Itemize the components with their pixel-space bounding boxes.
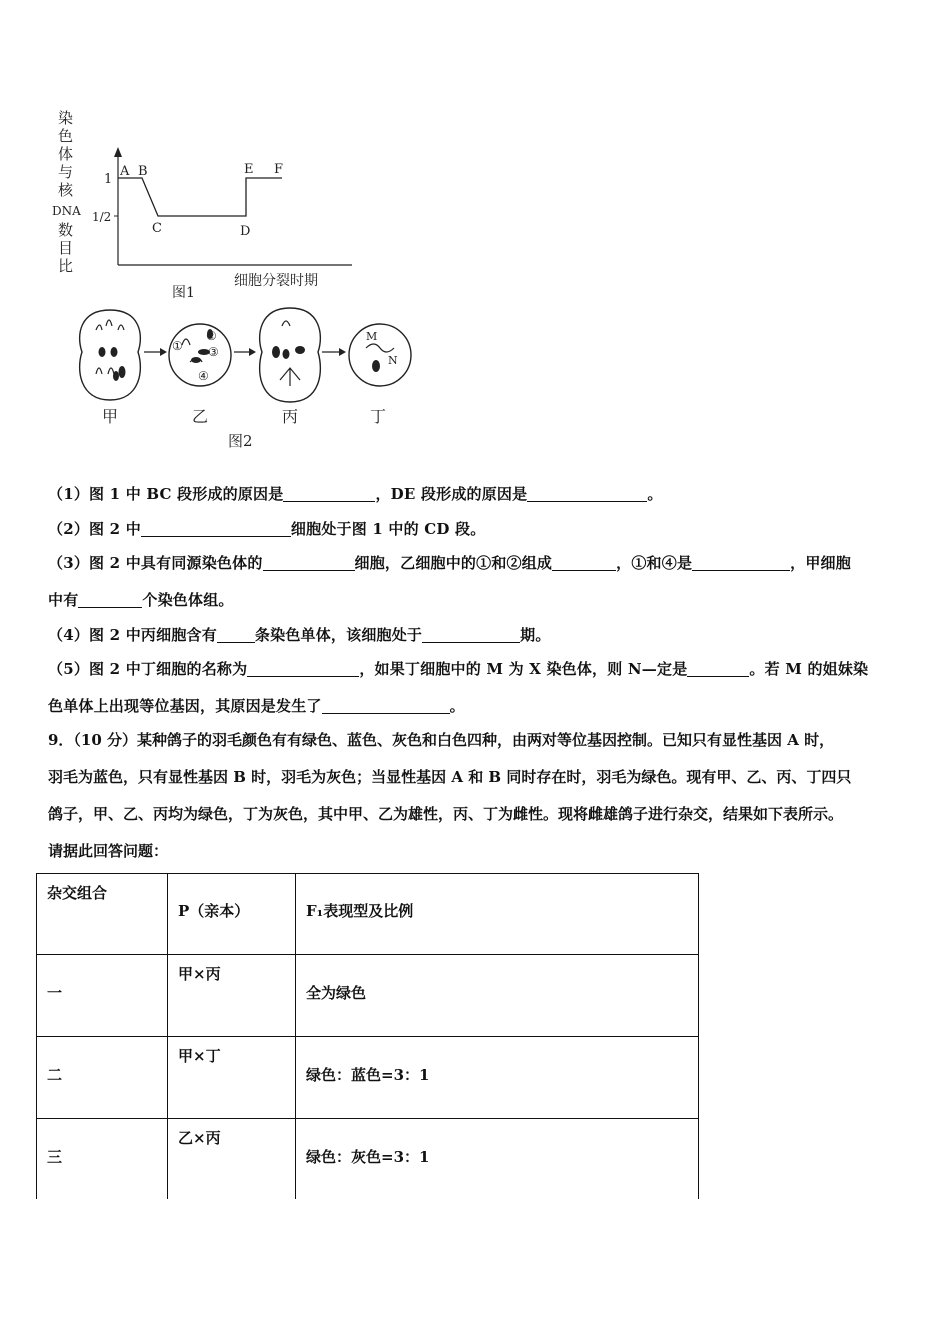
group-text: 一 <box>47 984 63 1002</box>
marker-3: ③ <box>208 345 219 359</box>
question-text: 。 <box>449 697 465 715</box>
group-cell <box>37 1119 168 1200</box>
parents-text: 甲×丁 <box>178 1047 221 1065</box>
question-text: 中有 <box>48 591 79 609</box>
header-parents: P（亲本） <box>178 902 250 920</box>
cell-jia <box>80 310 141 400</box>
result-cell <box>296 1037 699 1119</box>
y-label-char: 染 <box>58 109 74 127</box>
cell-ding <box>349 324 411 386</box>
group-cell <box>37 1037 168 1119</box>
cross-results-table <box>36 873 699 1199</box>
y-label-char: 目 <box>58 239 74 257</box>
result-cell <box>296 955 699 1037</box>
parents-text: 甲×丙 <box>178 965 221 983</box>
question-text: 期。 <box>520 626 551 644</box>
question-text: （5）图 2 中丁细胞的名称为 <box>48 660 248 678</box>
point-label-e: E <box>244 162 254 177</box>
answer-blank[interactable] <box>552 554 616 571</box>
header-cell <box>37 874 168 955</box>
question-text: ，①和④是 <box>616 554 693 572</box>
question-text: ，如果丁细胞中的 M 为 X 染色体，则 N—定是 <box>359 660 688 678</box>
header-group: 杂交组合 <box>47 884 108 902</box>
label-bing: 丙 <box>282 407 299 426</box>
answer-blank[interactable] <box>322 697 450 714</box>
question-text: （1）图 1 中 BC 段形成的原因是 <box>48 485 284 503</box>
question-text: （4）图 2 中丙细胞含有 <box>48 626 217 644</box>
problem-9-line-4: 请据此回答问题： <box>48 842 169 860</box>
group-cell <box>37 955 168 1037</box>
y-axis-arrow <box>114 147 122 157</box>
table-row <box>37 955 699 1037</box>
question-text: 个染色体组。 <box>142 591 234 609</box>
ratio-curve <box>118 178 282 216</box>
table-header-row <box>37 874 699 955</box>
question-text: 。 <box>647 485 663 503</box>
group-text: 三 <box>47 1148 63 1166</box>
label-ding: 丁 <box>370 407 387 426</box>
point-label-a: A <box>120 164 130 179</box>
answer-blank[interactable] <box>263 554 355 571</box>
answer-blank[interactable] <box>217 626 255 643</box>
y-tick-1: 1 <box>104 172 113 187</box>
parents-cell <box>168 1119 296 1200</box>
question-text: 细胞，乙细胞中的①和②组成 <box>354 554 553 572</box>
y-label-char: 色 <box>58 127 74 145</box>
question-text: 细胞处于图 1 中的 CD 段。 <box>290 520 486 538</box>
answer-blank[interactable] <box>422 626 520 643</box>
label-jia: 甲 <box>102 407 119 426</box>
figure-1-graph <box>52 105 362 310</box>
marker-m: M <box>366 330 378 343</box>
question-3 <box>48 545 908 581</box>
answer-blank[interactable] <box>692 554 790 571</box>
question-text: ，DE 段形成的原因是 <box>375 485 528 503</box>
y-label-char: 数 <box>58 221 74 239</box>
point-label-c: C <box>152 221 162 236</box>
answer-blank[interactable] <box>141 520 291 537</box>
x-axis-label: 细胞分裂时期 <box>234 273 318 289</box>
question-5-cont <box>48 688 908 724</box>
result-text: 全为绿色 <box>306 984 367 1002</box>
parents-cell <box>168 1037 296 1119</box>
question-text: ，甲细胞 <box>790 554 851 572</box>
y-tick-half: 1/2 <box>92 210 112 224</box>
result-cell <box>296 1119 699 1200</box>
point-label-f: F <box>274 162 284 177</box>
marker-n: N <box>388 354 398 367</box>
y-axis-label <box>52 109 81 275</box>
header-result: F₁表现型及比例 <box>306 902 414 920</box>
result-text: 绿色：灰色=3：1 <box>306 1148 430 1166</box>
figure-1-caption: 图1 <box>172 285 195 301</box>
label-yi: 乙 <box>192 407 209 426</box>
answer-blank[interactable] <box>78 591 142 608</box>
table-row <box>37 1037 699 1119</box>
answer-blank[interactable] <box>247 660 359 677</box>
group-text: 二 <box>47 1066 63 1084</box>
table-row <box>37 1119 699 1200</box>
question-3-cont <box>48 582 908 618</box>
cell-bing <box>260 308 321 402</box>
marker-1: ① <box>172 339 183 353</box>
parents-cell <box>168 955 296 1037</box>
y-label-char: 核 <box>58 181 74 199</box>
problem-9-line-2: 羽毛为蓝色，只有显性基因 B 时，羽毛为灰色；当显性基因 A 和 B 同时存在时，羽毛为绿色。现有甲、乙、丙、丁四只 <box>48 768 852 786</box>
y-label-char: 与 <box>58 163 74 181</box>
point-label-b: B <box>138 164 148 179</box>
answer-blank[interactable] <box>527 485 647 502</box>
y-label-char: 比 <box>58 257 74 275</box>
figure-2-cells <box>70 300 430 460</box>
problem-9-line-3: 鸽子，甲、乙、丙均为绿色，丁为灰色，其中甲、乙为雄性，丙、丁为雌性。现将雌雄鸽子进行杂交，结果如下表所示。 <box>48 805 844 823</box>
marker-2: ② <box>206 329 217 343</box>
question-text: 条染色单体，该细胞处于 <box>254 626 423 644</box>
question-2 <box>48 511 908 547</box>
question-text: （2）图 2 中 <box>48 520 141 538</box>
question-text: （3）图 2 中具有同源染色体的 <box>48 554 263 572</box>
header-cell <box>168 874 296 955</box>
question-text: 色单体上出现等位基因，其原因是发生了 <box>48 697 322 715</box>
point-label-d: D <box>240 224 251 239</box>
problem-9-line-1: 9．（10 分）某种鸽子的羽毛颜色有有绿色、蓝色、灰色和白色四种，由两对等位基因控制。已知只有显性基因 A 时， <box>48 731 835 749</box>
y-label-char: DNA <box>52 204 81 218</box>
marker-4: ④ <box>198 369 209 383</box>
result-text: 绿色：蓝色=3：1 <box>306 1066 430 1084</box>
question-4 <box>48 617 908 653</box>
question-5 <box>48 651 908 687</box>
question-text: 。若 M 的姐妹染 <box>749 660 869 678</box>
header-cell <box>296 874 699 955</box>
y-label-char: 体 <box>58 145 74 163</box>
figure-2-caption: 图2 <box>228 432 253 450</box>
parents-text: 乙×丙 <box>178 1129 221 1147</box>
question-1 <box>48 476 908 512</box>
answer-blank[interactable] <box>687 660 749 677</box>
cell-yi <box>169 324 231 386</box>
answer-blank[interactable] <box>283 485 375 502</box>
